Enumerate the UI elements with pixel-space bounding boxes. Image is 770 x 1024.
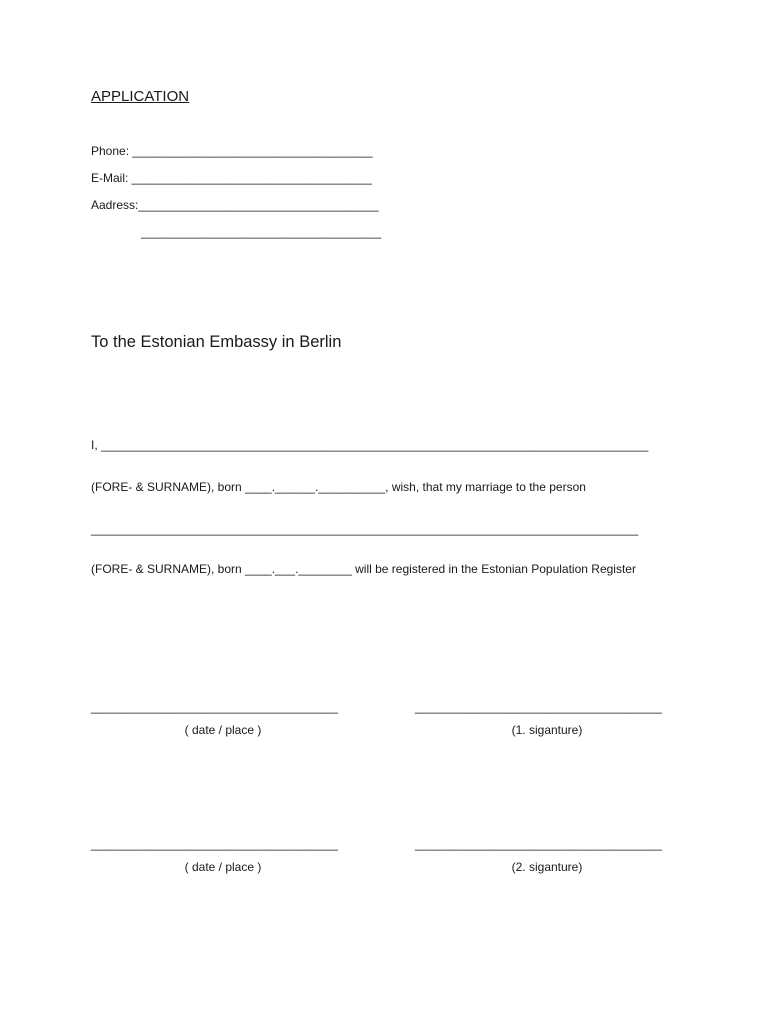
date-place-caption: ( date / place ) — [184, 860, 262, 874]
signature-line: _____________________________________ — [415, 700, 662, 714]
signature-caption: (1. siganture) — [511, 723, 583, 737]
recipient-heading: To the Estonian Embassy in Berlin — [91, 333, 342, 351]
spouse-birth-line: (FORE- & SURNAME), born ____.___.________ will be registered in the Estonian Population Register — [91, 562, 636, 576]
spouse-name-line: __________________________________________________________________________________ — [91, 522, 639, 536]
date-place-line: _____________________________________ — [91, 700, 338, 714]
address-field-line: Aadress:____________________________________ — [91, 198, 379, 212]
address-field-line-2: ____________________________________ — [141, 225, 382, 239]
applicant-name-line: I, __________________________________________________________________________________ — [91, 438, 649, 452]
document-title: APPLICATION — [91, 88, 190, 105]
email-field-line: E-Mail: ____________________________________ — [91, 171, 372, 185]
signature-line: _____________________________________ — [415, 837, 662, 851]
signature-caption: (2. siganture) — [511, 860, 583, 874]
date-place-line: _____________________________________ — [91, 837, 338, 851]
phone-field-line: Phone: ____________________________________ — [91, 144, 373, 158]
applicant-birth-line: (FORE- & SURNAME), born ____.______.__________, wish, that my marriage to the person — [91, 480, 586, 494]
date-place-caption: ( date / place ) — [184, 723, 262, 737]
